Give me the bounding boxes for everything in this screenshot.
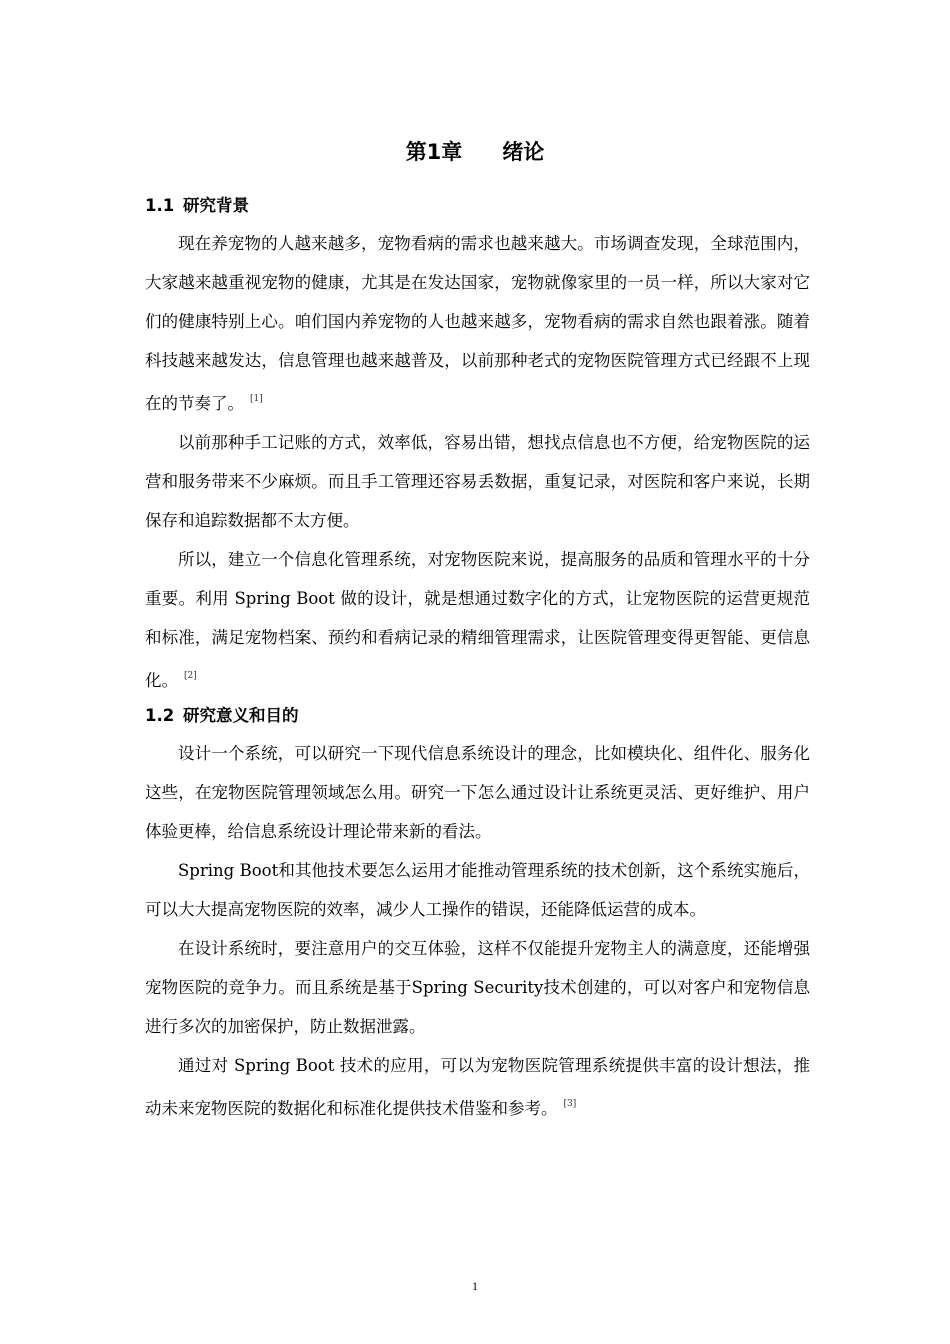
paragraph [145,734,810,851]
paragraph-text: 在设计系统时，要注意用户的交互体验，这样不仅能提升宠物主人的满意度，还能增强宠物医院的竞争力。而且系统是基于Spring Security技术创建的，可以对客户和宠物信息进行多次的加密保护，防止数据泄露。 [145,939,810,1036]
section-number: 1.2 [145,706,175,725]
citation-marker: [2] [184,671,197,681]
section-heading-1-2 [145,704,810,728]
paragraph-text: 以前那种手工记账的方式，效率低，容易出错，想找点信息也不方便，给宠物医院的运营和服务带来不少麻烦。而且手工管理还容易丢数据，重复记录，对医院和客户来说，长期保存和追踪数据都不太方便。 [145,433,810,530]
paragraph-text: 通过对 Spring Boot 技术的应用，可以为宠物医院管理系统提供丰富的设计想法，推动未来宠物医院的数据化和标准化提供技术借鉴和参考。 [145,1056,810,1118]
paragraph [145,929,810,1046]
paragraph [145,423,810,540]
document-body [145,190,810,1128]
paragraph-text: 所以，建立一个信息化管理系统，对宠物医院来说，提高服务的品质和管理水平的十分重要。利用 Spring Boot 做的设计，就是想通过数字化的方式，让宠物医院的运营更规范和标准，满足宠物档案、预约和看病记录的精细管理需求，让医院管理变得更智能、更信息化。 [145,550,810,690]
section-heading-1-1 [145,194,810,218]
paragraph [145,851,810,929]
paragraph-text: 设计一个系统，可以研究一下现代信息系统设计的理念，比如模块化、组件化、服务化这些，在宠物医院管理领域怎么用。研究一下怎么通过设计让系统更灵活、更好维护、用户体验更棒，给信息系统设计理论带来新的看法。 [145,744,810,841]
citation-marker: [1] [250,394,263,404]
citation-marker: [3] [563,1099,577,1109]
chapter-name: 绪论 [502,140,545,164]
chapter-title [0,138,950,166]
paragraph-text: Spring Boot和其他技术要怎么运用才能推动管理系统的技术创新，这个系统实施后，可以大大提高宠物医院的效率，减少人工操作的错误，还能降低运营的成本。 [145,861,810,919]
section-title: 研究意义和目的 [183,706,299,725]
paragraph [145,540,810,700]
page-number: 1 [472,1279,478,1293]
section-title: 研究背景 [183,196,249,215]
section-number: 1.1 [145,196,175,215]
chapter-label: 第1章 [405,140,463,164]
paragraph-text: 现在养宠物的人越来越多，宠物看病的需求也越来越大。市场调查发现，全球范围内，大家越来越重视宠物的健康，尤其是在发达国家，宠物就像家里的一员一样，所以大家对它们的健康特别上心。咱们国内养宠物的人也越来越多，宠物看病的需求自然也跟着涨。随着科技越来越发达，信息管理也越来越普及，以前那种老式的宠物医院管理方式已经跟不上现在的节奏了。 [145,234,810,413]
paragraph [145,1046,810,1128]
paragraph [145,224,810,423]
